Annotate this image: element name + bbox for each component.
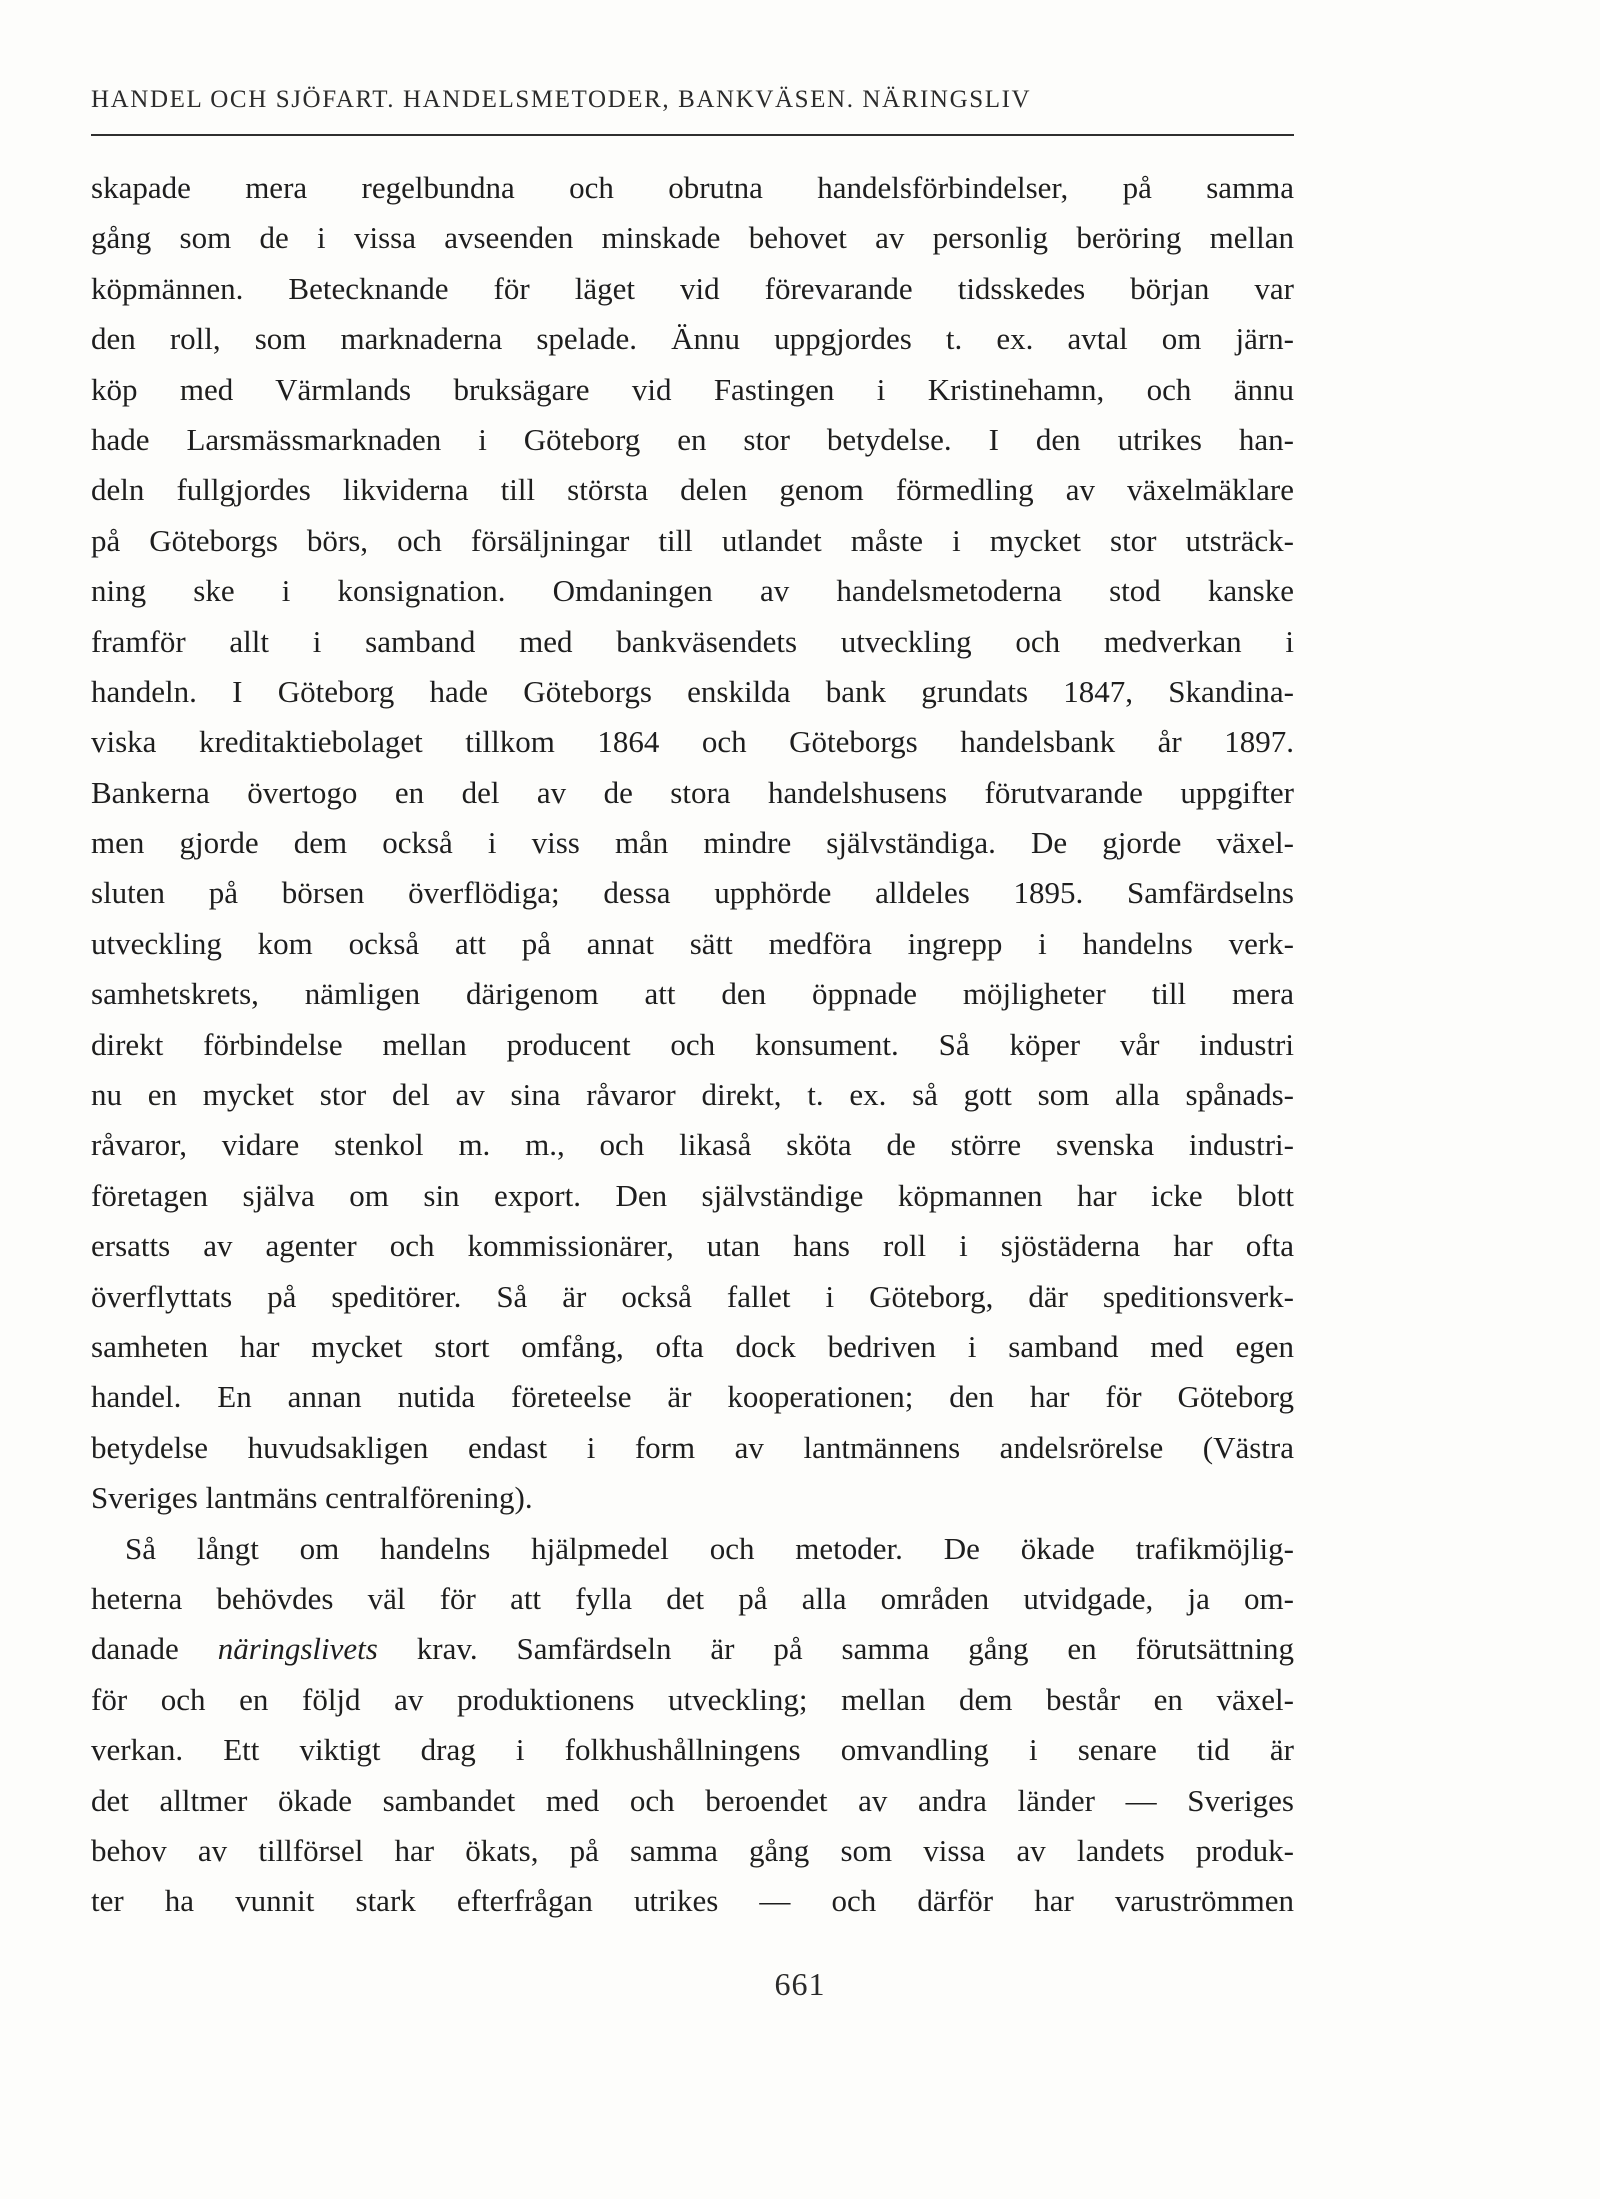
text-line-with-italic	[91, 1624, 1294, 1674]
text-line: handeln. I Göteborg hade Göteborgs enskilda bank grundats 1847, Skandina-	[91, 673, 1294, 709]
text-line: Sveriges lantmäns centralförening).	[91, 1480, 533, 1516]
text-line: företagen själva om sin export. Den självständige köpmannen har icke blott	[91, 1177, 1294, 1213]
text-line: hade Larsmässmarknaden i Göteborg en stor betydelse. I den utrikes han-	[91, 421, 1294, 457]
text-line: ersatts av agenter och kommissionärer, utan hans roll i sjöstäderna har ofta	[91, 1228, 1294, 1264]
text-line: ning ske i konsignation. Omdaningen av handelsmetoderna stod kanske	[91, 573, 1294, 609]
text-line: framför allt i samband med bankväsendets utveckling och medverkan i	[91, 623, 1294, 659]
paragraph-2	[91, 1524, 1294, 1927]
text-line: viska kreditaktiebolaget tillkom 1864 och Göteborgs handelsbank år 1897.	[91, 724, 1294, 760]
text-line: skapade mera regelbundna och obrutna handelsförbindelser, på samma	[91, 170, 1294, 205]
text-line: utveckling kom också att på annat sätt medföra ingrepp i handelns verk-	[91, 925, 1294, 961]
text-line: betydelse huvudsakligen endast i form av lantmännens andelsrörelse (Västra	[91, 1429, 1294, 1465]
text-run: danade	[91, 1631, 218, 1667]
text-line: den roll, som marknaderna spelade. Ännu uppgjordes t. ex. avtal om järn-	[91, 321, 1294, 357]
header-rule	[91, 134, 1294, 136]
text-line: överflyttats på speditörer. Så är också fallet i Göteborg, där speditionsverk-	[91, 1278, 1294, 1314]
body-text	[91, 163, 1294, 1927]
text-line: deln fullgjordes likviderna till största delen genom förmedling av växelmäklare	[91, 472, 1294, 508]
text-line: för och en följd av produktionens utveckling; mellan dem består en växel-	[91, 1681, 1294, 1717]
text-line: samhetskrets, nämligen därigenom att den öppnade möjligheter till mera	[91, 976, 1294, 1012]
text-line: nu en mycket stor del av sina råvaror direkt, t. ex. så gott som alla spånads-	[91, 1077, 1294, 1113]
page-number: 661	[774, 1966, 826, 2002]
text-line: gång som de i vissa avseenden minskade behovet av personlig beröring mellan	[91, 220, 1294, 256]
text-line: ter ha vunnit stark efterfrågan utrikes — och därför har varuströmmen	[91, 1883, 1294, 1919]
text-line: heterna behövdes väl för att fylla det på alla områden utvidgade, ja om-	[91, 1580, 1294, 1616]
text-line: det alltmer ökade sambandet med och beroendet av andra länder — Sveriges	[91, 1782, 1294, 1818]
text-line: Så långt om handelns hjälpmedel och metoder. De ökade trafikmöjlig-	[125, 1530, 1294, 1566]
text-line: verkan. Ett viktigt drag i folkhushållningens omvandling i senare tid är	[91, 1732, 1294, 1768]
text-line: råvaror, vidare stenkol m. m., och likaså sköta de större svenska industri-	[91, 1127, 1294, 1163]
text-line: handel. En annan nutida företeelse är kooperationen; den har för Göteborg	[91, 1379, 1294, 1415]
text-line: men gjorde dem också i viss mån mindre självständiga. De gjorde växel-	[91, 825, 1294, 861]
running-head: HANDEL OCH SJÖFART. HANDELSMETODER, BANKVÄSEN. NÄRINGSLIV	[91, 86, 1032, 113]
text-line: sluten på börsen överflödiga; dessa upphörde alldeles 1895. Samfärdselns	[91, 875, 1294, 911]
text-line: direkt förbindelse mellan producent och konsument. Så köper vår industri	[91, 1026, 1294, 1062]
text-line: Bankerna övertogo en del av de stora handelshusens förutvarande uppgifter	[91, 774, 1294, 810]
text-line: på Göteborgs börs, och försäljningar till utlandet måste i mycket stor utsträck-	[91, 522, 1294, 558]
paragraph-1	[91, 163, 1294, 1524]
italic-term: näringslivets	[217, 1631, 378, 1667]
text-line: samheten har mycket stort omfång, ofta dock bedriven i samband med egen	[91, 1328, 1294, 1364]
text-line: köpmännen. Betecknande för läget vid förevarande tidsskedes början var	[91, 270, 1294, 306]
text-run: krav. Samfärdseln är på samma gång en förutsättning	[377, 1631, 1294, 1667]
text-line: behov av tillförsel har ökats, på samma gång som vissa av landets produk-	[91, 1832, 1294, 1868]
text-line: köp med Värmlands bruksägare vid Fastingen i Kristinehamn, och ännu	[91, 371, 1294, 407]
